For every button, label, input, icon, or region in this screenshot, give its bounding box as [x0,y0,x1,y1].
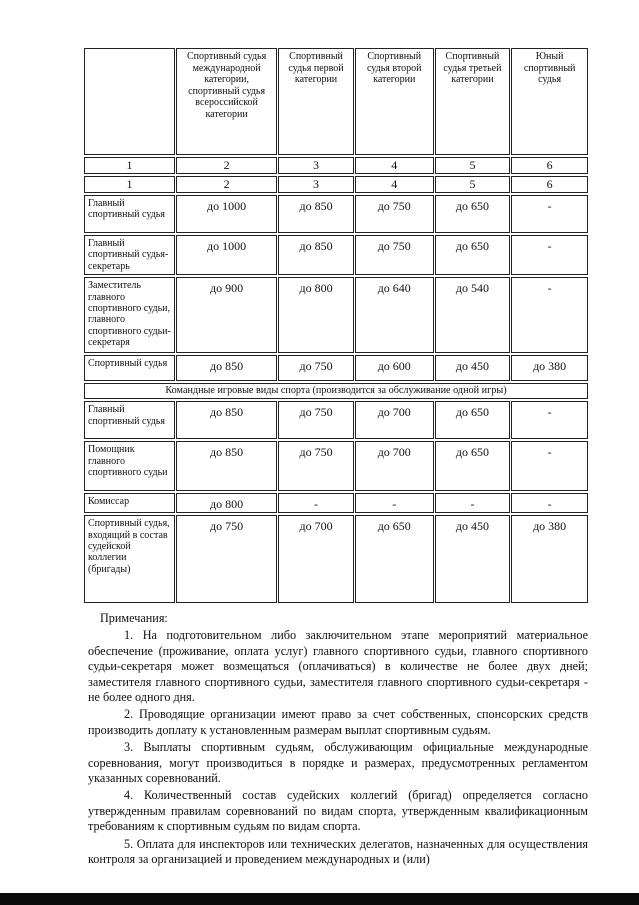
column-number: 1 [84,157,175,174]
column-number: 1 [84,176,175,193]
cell-value: до 800 [176,493,277,513]
header-second-category: Спортивный судья второй категории [355,48,434,155]
cell-value: до 750 [278,355,354,381]
cell-value: до 380 [511,515,588,603]
section-row [84,383,588,399]
header-international-category: Спортивный судья международной категории, спортивный судья всероссийской категории [176,48,277,155]
table-row [84,401,588,439]
table-row [84,277,588,353]
cell-value: до 640 [355,277,434,353]
header-young-judge: Юный спортивный судья [511,48,588,155]
cell-value: до 650 [435,401,511,439]
header-third-category: Спортивный судья третьей категории [435,48,511,155]
notes-section [88,611,588,868]
cell-value: до 750 [278,401,354,439]
column-number: 3 [278,176,354,193]
cell-value: до 850 [278,235,354,275]
column-number: 3 [278,157,354,174]
cell-value: до 750 [355,195,434,233]
cell-value: - [511,195,588,233]
judges-payment-table [83,46,589,605]
section-title: Командные игровые виды спорта (производится за обслуживание одной игры) [84,383,588,399]
cell-value: до 800 [278,277,354,353]
table-row [84,493,588,513]
row-label: Спортивный судья, входящий в состав судейской коллегии (бригады) [84,515,175,603]
table-row [84,355,588,381]
cell-value: до 1000 [176,235,277,275]
cell-value: до 650 [435,441,511,491]
note-paragraph-2: 2. Проводящие организации имеют право за счет собственных, спонсорских средств производить доплату к установленным размерам выплат спортивным судьям. [88,707,588,737]
column-number: 2 [176,157,277,174]
cell-value: до 540 [435,277,511,353]
table-row [84,515,588,603]
column-number: 5 [435,176,511,193]
cell-value: до 450 [435,355,511,381]
cell-value: - [511,277,588,353]
cell-value: до 650 [435,235,511,275]
cell-value: до 700 [355,441,434,491]
column-number: 4 [355,176,434,193]
header-first-category: Спортивный судья первой категории [278,48,354,155]
row-label: Главный спортивный судья [84,195,175,233]
cell-value: до 750 [176,515,277,603]
column-number-row [84,176,588,193]
row-label: Спортивный судья [84,355,175,381]
note-paragraph-4: 4. Количественный состав судейских коллегий (бригад) определяется согласно утвержденным правилам соревнований по видам спорта, утвержденным квалификационным требованиям к спортивным судьям по видам спорта. [88,788,588,834]
cell-value: - [511,493,588,513]
header-row [84,48,588,155]
cell-value: - [278,493,354,513]
cell-value: до 700 [355,401,434,439]
row-label: Главный спортивный судья-секретарь [84,235,175,275]
cell-value: - [355,493,434,513]
table-row [84,441,588,491]
notes-title: Примечания: [100,611,168,625]
cell-value: до 1000 [176,195,277,233]
column-number: 6 [511,157,588,174]
cell-value: - [511,401,588,439]
cell-value: до 750 [355,235,434,275]
column-number: 2 [176,176,277,193]
note-paragraph-5: 5. Оплата для инспекторов или технических делегатов, назначенных для осуществления контроля за организацией и проведением международных и (или) [88,836,588,867]
cell-value: - [435,493,511,513]
cell-value: до 600 [355,355,434,381]
table-row [84,235,588,275]
page-bottom-edge [0,893,639,905]
column-number-row [84,157,588,174]
cell-value: до 850 [278,195,354,233]
note-paragraph-3: 3. Выплаты спортивным судьям, обслуживающим официальные международные соревнования, могут производиться в порядке и размерах, предусмотренных регламентом указанных соревнований. [88,740,588,786]
cell-value: до 850 [176,441,277,491]
cell-value: до 750 [278,441,354,491]
cell-value: - [511,235,588,275]
cell-value: до 700 [278,515,354,603]
note-paragraph-1: 1. На подготовительном либо заключительном этапе мероприятий материальное обеспечение (проживание, оплата услуг) главного спортивного судьи, главного спортивного судьи-секретаря может возмещаться (оплачиваться) в количестве не более двух дней; заместителя главного спортивного судьи, заместителя главного спортивного судьи-секретаря - не более одного дня. [88,628,588,705]
row-label: Комиссар [84,493,175,513]
cell-value: до 850 [176,401,277,439]
row-label: Помощник главного спортивного судьи [84,441,175,491]
table-row [84,195,588,233]
column-number: 4 [355,157,434,174]
cell-value: до 850 [176,355,277,381]
header-empty-cell [84,48,175,155]
column-number: 6 [511,176,588,193]
row-label: Главный спортивный судья [84,401,175,439]
cell-value: до 900 [176,277,277,353]
cell-value: до 650 [355,515,434,603]
cell-value: до 650 [435,195,511,233]
cell-value: до 450 [435,515,511,603]
row-label: Заместитель главного спортивного судьи, главного спортивного судьи-секретаря [84,277,175,353]
cell-value: - [511,441,588,491]
cell-value: до 380 [511,355,588,381]
column-number: 5 [435,157,511,174]
